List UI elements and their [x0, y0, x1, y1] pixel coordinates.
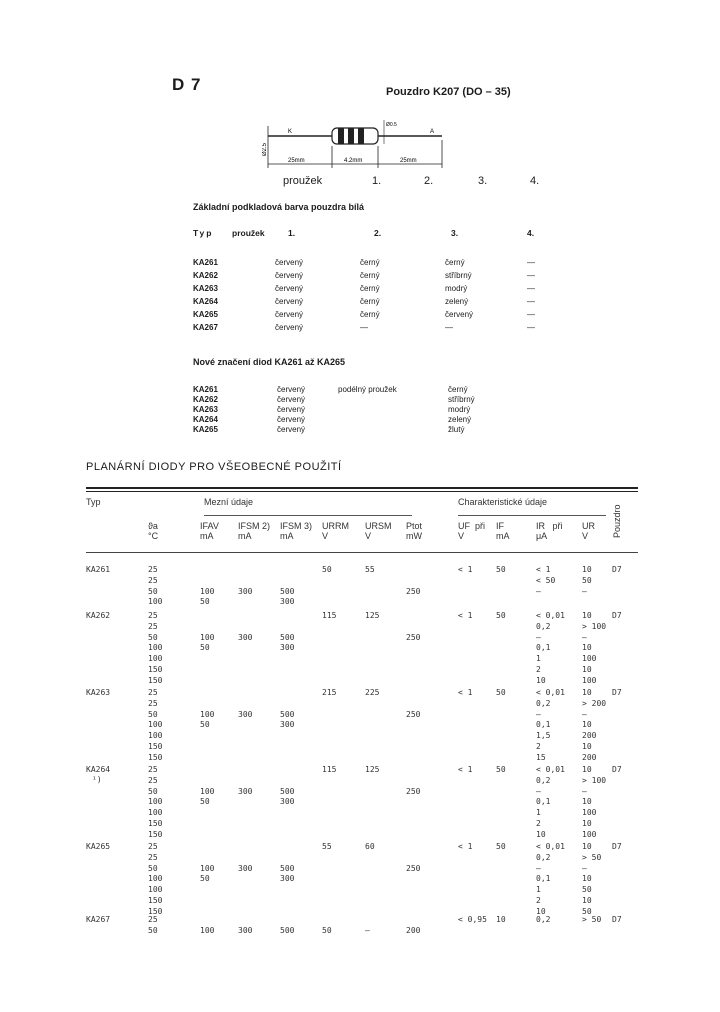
diode-package: D7 — [612, 842, 622, 851]
spec-cell: 50 — [148, 710, 158, 719]
dimension-left: 25mm — [288, 158, 305, 164]
spec-cell: 10 — [582, 742, 592, 751]
spec-cell: < 1 — [458, 565, 473, 574]
spec-cell: 500 — [280, 633, 295, 642]
spec-cell: 150 — [148, 830, 163, 839]
spec-cell: 10 — [536, 676, 546, 685]
band-row-color: — — [527, 271, 535, 280]
spec-cell: 50 — [148, 587, 158, 596]
spec-cell: 0,2 — [536, 622, 551, 631]
spec-cell: 250 — [406, 787, 421, 796]
spec-cell: 10 — [582, 842, 592, 851]
spec-cell: 15 — [536, 753, 546, 762]
band-row-type: KA265 — [193, 310, 218, 319]
spec-cell: 25 — [148, 842, 158, 851]
package-label: Pouzdro K207 (DO – 35) — [386, 86, 511, 98]
spec-cell: — — [365, 926, 370, 935]
diode-package: D7 — [612, 765, 622, 774]
spec-cell: 10 — [536, 907, 546, 916]
spec-cell: 10 — [582, 819, 592, 828]
spec-cell: 100 — [148, 797, 163, 806]
spec-column-header: URRM V — [322, 521, 349, 541]
spec-cell: 0,1 — [536, 797, 551, 806]
band-number-3: 3. — [478, 175, 488, 187]
diode-outline-drawing — [262, 116, 452, 172]
spec-cell: 10 — [496, 915, 506, 924]
band-row-color: červený — [275, 310, 304, 319]
spec-column-header: Ptot mW — [406, 521, 423, 541]
new-marking-color: zelený — [448, 415, 472, 424]
spec-cell: 25 — [148, 915, 158, 924]
spec-cell: 100 — [200, 710, 215, 719]
spec-cell: 300 — [280, 597, 295, 606]
spec-cell: 150 — [148, 742, 163, 751]
band-number-2: 2. — [424, 175, 434, 187]
spec-cell: < 1 — [458, 611, 473, 620]
spec-cell: 50 — [148, 926, 158, 935]
spec-cell: 300 — [280, 643, 295, 652]
spec-cell: 60 — [365, 842, 375, 851]
spec-cell: 50 — [582, 576, 592, 585]
page-title: D 7 — [172, 75, 202, 94]
spec-cell: 55 — [322, 842, 332, 851]
diode-type: KA264 — [86, 765, 111, 774]
spec-cell: — — [536, 787, 541, 796]
spec-cell: 300 — [238, 633, 253, 642]
band-row-color: stříbrný — [445, 271, 472, 280]
spec-cell: > 100 — [582, 776, 607, 785]
band-row-color: černý — [360, 310, 380, 319]
spec-cell: < 0,01 — [536, 842, 565, 851]
spec-col-limits: Mezní údaje — [204, 497, 254, 507]
band-row-color: — — [445, 323, 453, 332]
band-row-color: — — [527, 258, 535, 267]
spec-cell: — — [582, 864, 587, 873]
spec-cell: < 0,01 — [536, 688, 565, 697]
spec-cell: 50 — [200, 643, 210, 652]
spec-cell: 500 — [280, 787, 295, 796]
diode-type: KA261 — [86, 565, 111, 574]
spec-cell: 50 — [496, 688, 506, 697]
spec-cell: 500 — [280, 926, 295, 935]
spec-cell: 10 — [582, 665, 592, 674]
spec-cell: < 1 — [536, 565, 551, 574]
label-k: K — [288, 129, 293, 135]
new-marking-color: červený — [277, 415, 306, 424]
spec-column-header: URSM V — [365, 521, 392, 541]
spec-cell: — — [536, 633, 541, 642]
dimension-lead-diameter: Ø0.5 — [386, 122, 397, 128]
spec-cell: — — [536, 710, 541, 719]
spec-column-header: IR při μA — [536, 521, 563, 541]
spec-column-header: IFAV mA — [200, 521, 219, 541]
base-color-note: Základní podkladová barva pouzdra bílá — [193, 202, 365, 212]
spec-cell: > 50 — [582, 915, 602, 924]
spec-column-header: IF mA — [496, 521, 510, 541]
band-row-type: KA264 — [193, 297, 218, 306]
spec-cell: > 50 — [582, 853, 602, 862]
new-marking-stripe-label: podélný proužek — [338, 385, 397, 394]
band-row-color: červený — [275, 284, 304, 293]
diode-package: D7 — [612, 611, 622, 620]
spec-cell: 55 — [365, 565, 375, 574]
spec-cell: 100 — [148, 720, 163, 729]
spec-cell: 100 — [582, 654, 597, 663]
spec-cell: 50 — [496, 611, 506, 620]
spec-cell: 50 — [148, 633, 158, 642]
band-row-color: červený — [275, 258, 304, 267]
spec-cell: 50 — [148, 787, 158, 796]
spec-cell: 100 — [148, 885, 163, 894]
spec-cell: 150 — [148, 676, 163, 685]
spec-cell: 1 — [536, 654, 541, 663]
new-marking-type: KA262 — [193, 395, 218, 404]
spec-cell: 10 — [582, 896, 592, 905]
band-row-color: — — [527, 297, 535, 306]
spec-cell: 1 — [536, 885, 541, 894]
spec-cell: 150 — [148, 819, 163, 828]
spec-cell: 25 — [148, 699, 158, 708]
spec-cell: 50 — [322, 926, 332, 935]
dimension-body-diameter: Ø2.5 — [262, 142, 268, 156]
spec-cell: 125 — [365, 765, 380, 774]
spec-cell: 100 — [148, 808, 163, 817]
diode-type: KA267 — [86, 915, 111, 924]
spec-cell: 200 — [406, 926, 421, 935]
spec-cell: 125 — [365, 611, 380, 620]
spec-cell: 250 — [406, 710, 421, 719]
band-3 — [358, 128, 364, 144]
spec-cell: 2 — [536, 742, 541, 751]
new-marking-type: KA265 — [193, 425, 218, 434]
band-row-color: — — [527, 323, 535, 332]
spec-cell: 50 — [322, 565, 332, 574]
band-row-type: KA267 — [193, 323, 218, 332]
spec-cell: 2 — [536, 665, 541, 674]
spec-cell: 50 — [148, 864, 158, 873]
spec-cell: 300 — [238, 587, 253, 596]
diode-package: D7 — [612, 565, 622, 574]
band-row-color: černý — [360, 258, 380, 267]
spec-cell: 200 — [582, 753, 597, 762]
spec-cell: 0,1 — [536, 874, 551, 883]
spec-cell: 0,1 — [536, 643, 551, 652]
spec-cell: 250 — [406, 587, 421, 596]
band-col-2: 2. — [374, 228, 382, 238]
spec-cell: 50 — [582, 885, 592, 894]
band-row-color: červený — [275, 323, 304, 332]
spec-cell: 25 — [148, 776, 158, 785]
spec-cell: — — [582, 633, 587, 642]
band-row-color: černý — [360, 297, 380, 306]
new-marking-color: žlutý — [448, 425, 465, 434]
band-row-color: černý — [360, 284, 380, 293]
spec-cell: 10 — [582, 688, 592, 697]
spec-cell: 100 — [582, 676, 597, 685]
spec-cell: 50 — [582, 907, 592, 916]
section-title: PLANÁRNÍ DIODY PRO VŠEOBECNÉ POUŽITÍ — [86, 461, 342, 473]
spec-cell: 100 — [582, 830, 597, 839]
spec-cell: 100 — [148, 874, 163, 883]
spec-cell: 250 — [406, 864, 421, 873]
band-row-type: KA262 — [193, 271, 218, 280]
spec-column-header: UF při V — [458, 521, 485, 541]
spec-cell: 150 — [148, 665, 163, 674]
spec-cell: 25 — [148, 622, 158, 631]
band-col-3: 3. — [451, 228, 459, 238]
spec-cell: 100 — [200, 864, 215, 873]
spec-cell: < 0,95 — [458, 915, 487, 924]
spec-cell: < 1 — [458, 842, 473, 851]
spec-cell: 50 — [200, 720, 210, 729]
spec-cell: 500 — [280, 864, 295, 873]
band-row-type: KA263 — [193, 284, 218, 293]
spec-column-header: IFSM 3) mA — [280, 521, 313, 541]
spec-col-package: Pouzdro — [612, 504, 622, 538]
spec-cell: > 100 — [582, 622, 607, 631]
spec-cell: 100 — [582, 808, 597, 817]
spec-cell: 500 — [280, 587, 295, 596]
spec-cell: 50 — [496, 842, 506, 851]
spec-cell: 50 — [496, 565, 506, 574]
band-row-type: KA261 — [193, 258, 218, 267]
spec-cell: 100 — [200, 787, 215, 796]
new-marking-color: černý — [448, 385, 468, 394]
new-marking-color: červený — [277, 395, 306, 404]
table-header-rule — [86, 552, 638, 553]
spec-cell: 10 — [582, 643, 592, 652]
band-col-label: proužek — [232, 228, 265, 238]
spec-cell: < 1 — [458, 688, 473, 697]
spec-cell: 100 — [200, 926, 215, 935]
spec-cell: 300 — [238, 787, 253, 796]
band-number-4: 4. — [530, 175, 540, 187]
band-number-1: 1. — [372, 175, 382, 187]
spec-cell: > 200 — [582, 699, 607, 708]
spec-cell: 100 — [200, 587, 215, 596]
spec-cell: 115 — [322, 765, 337, 774]
band-row-color: černý — [360, 271, 380, 280]
spec-cell: 215 — [322, 688, 337, 697]
new-marking-title: Nové značení diod KA261 až KA265 — [193, 357, 346, 367]
new-marking-type: KA264 — [193, 415, 218, 424]
band-col-typ: Typ — [193, 228, 214, 238]
band-row-color: — — [527, 284, 535, 293]
spec-cell: 2 — [536, 896, 541, 905]
new-marking-color: stříbrný — [448, 395, 475, 404]
spec-cell: — — [582, 587, 587, 596]
new-marking-type: KA263 — [193, 405, 218, 414]
diode-package: D7 — [612, 915, 622, 924]
spec-cell: 2 — [536, 819, 541, 828]
table-top-rule — [86, 487, 638, 489]
spec-cell: 50 — [200, 597, 210, 606]
new-marking-type: KA261 — [193, 385, 218, 394]
spec-cell: 500 — [280, 710, 295, 719]
spec-cell: 0,2 — [536, 915, 551, 924]
band-row-color: — — [360, 323, 368, 332]
diode-package: D7 — [612, 688, 622, 697]
spec-cell: 0,2 — [536, 776, 551, 785]
spec-cell: 300 — [238, 710, 253, 719]
spec-cell: 1 — [536, 808, 541, 817]
spec-cell: 150 — [148, 753, 163, 762]
spec-cell: 300 — [280, 797, 295, 806]
spec-cell: 0,2 — [536, 699, 551, 708]
dimension-body: 4.2mm — [344, 158, 363, 164]
spec-cell: 115 — [322, 611, 337, 620]
spec-cell: 50 — [496, 765, 506, 774]
new-marking-color: modrý — [448, 405, 471, 414]
label-a: A — [430, 129, 435, 135]
spec-cell: — — [582, 787, 587, 796]
spec-cell: 10 — [582, 565, 592, 574]
spec-cell: < 50 — [536, 576, 556, 585]
spec-cell: 25 — [148, 611, 158, 620]
spec-cell: 50 — [200, 797, 210, 806]
band-row-color: modrý — [445, 284, 468, 293]
spec-cell: 100 — [148, 597, 163, 606]
spec-cell: 10 — [582, 874, 592, 883]
spec-cell: 25 — [148, 576, 158, 585]
dimension-right: 25mm — [400, 158, 417, 164]
band-row-color: červený — [445, 310, 474, 319]
spec-cell: < 0,01 — [536, 765, 565, 774]
spec-cell: 100 — [148, 731, 163, 740]
spec-column-header: ϑa °C — [148, 521, 159, 541]
band-col-1: 1. — [288, 228, 296, 238]
band-2 — [348, 128, 354, 144]
spec-cell: 25 — [148, 688, 158, 697]
spec-cell: 50 — [200, 874, 210, 883]
band-col-4: 4. — [527, 228, 535, 238]
diode-type: KA265 — [86, 842, 111, 851]
spec-cell: 0,2 — [536, 853, 551, 862]
spec-cell: 100 — [148, 654, 163, 663]
spec-cell: 300 — [280, 720, 295, 729]
spec-cell: < 1 — [458, 765, 473, 774]
spec-cell: 10 — [536, 830, 546, 839]
spec-cell: — — [536, 587, 541, 596]
spec-cell: < 0,01 — [536, 611, 565, 620]
diode-type-footnote: ¹) — [92, 775, 102, 784]
spec-cell: 250 — [406, 633, 421, 642]
band-row-color: černý — [445, 258, 465, 267]
spec-cell: 10 — [582, 765, 592, 774]
spec-cell: 10 — [582, 797, 592, 806]
spec-cell: 200 — [582, 731, 597, 740]
spec-cell: 300 — [238, 864, 253, 873]
diode-type: KA263 — [86, 688, 111, 697]
spec-cell: 150 — [148, 907, 163, 916]
spec-column-header: UR V — [582, 521, 595, 541]
spec-cell: 150 — [148, 896, 163, 905]
spec-cell: 100 — [148, 643, 163, 652]
spec-column-header: IFSM 2) mA — [238, 521, 271, 541]
spec-cell: — — [536, 864, 541, 873]
band-row-color: — — [527, 310, 535, 319]
new-marking-color: červený — [277, 425, 306, 434]
new-marking-color: červený — [277, 385, 306, 394]
spec-col-characteristics: Charakteristické údaje — [458, 497, 548, 507]
spec-col-typ: Typ — [86, 497, 101, 507]
new-marking-color: červený — [277, 405, 306, 414]
diode-type: KA262 — [86, 611, 111, 620]
spec-cell: — — [582, 710, 587, 719]
spec-cell: 10 — [582, 611, 592, 620]
spec-cell: 300 — [280, 874, 295, 883]
spec-cell: 225 — [365, 688, 380, 697]
band-1 — [338, 128, 344, 144]
spec-cell: 25 — [148, 853, 158, 862]
band-row-color: zelený — [445, 297, 469, 306]
spec-cell: 1,5 — [536, 731, 551, 740]
spec-cell: 10 — [582, 720, 592, 729]
band-row-color: červený — [275, 271, 304, 280]
band-label: proužek — [283, 175, 323, 187]
band-row-color: červený — [275, 297, 304, 306]
spec-cell: 25 — [148, 765, 158, 774]
spec-cell: 0,1 — [536, 720, 551, 729]
spec-cell: 300 — [238, 926, 253, 935]
spec-cell: 25 — [148, 565, 158, 574]
spec-cell: 100 — [200, 633, 215, 642]
